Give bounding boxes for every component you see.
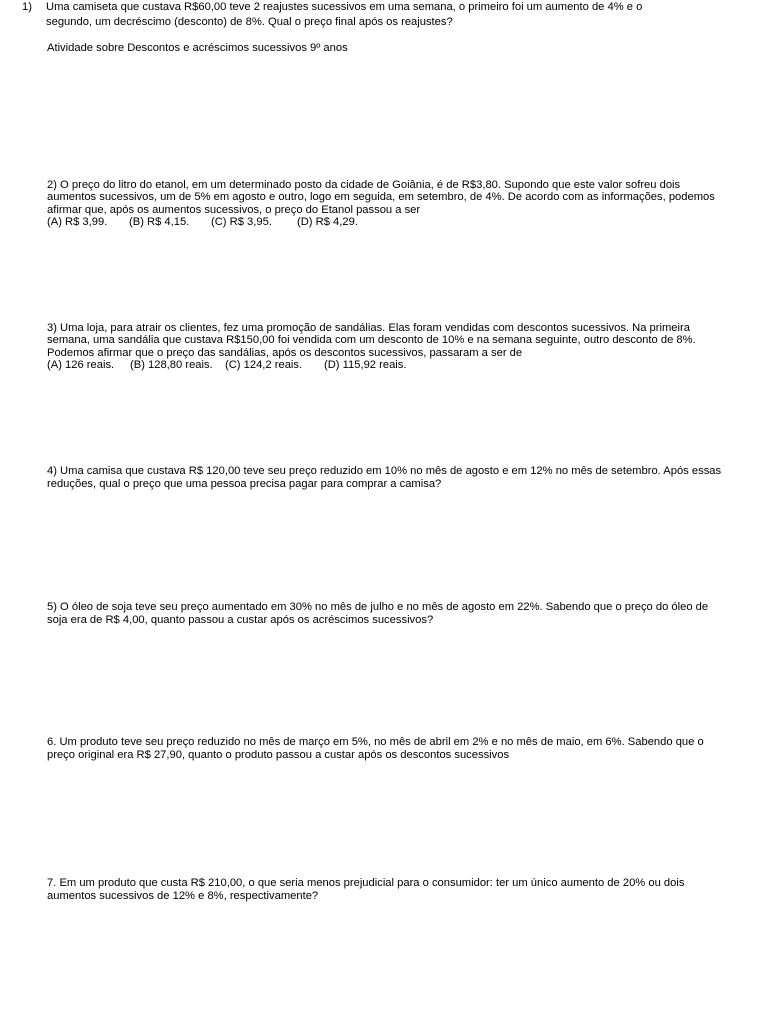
- choice-d: (D) R$ 4,29.: [297, 216, 358, 229]
- question-5-text: 5) O óleo de soja teve seu preço aumentado em 30% no mês de julho e no mês de agosto em 22%. Sabendo que o preço do óleo de soja era de R$ 4,00, quanto passou a custar após os acréscimos sucessivos?: [47, 601, 709, 626]
- question-2-text: 2) O preço do litro do etanol, em um determinado posto da cidade de Goiânia, é de R$3,80. Supondo que este valor sofreu dois aumentos sucessivos, um de 5% em agosto e outro, logo em seguida, em setembro, de 4%. De acordo com as informações, podemos afirmar que, após os aumentos sucessivos, o preço do Etanol passou a ser: [47, 179, 715, 216]
- choice-a: (A) 126 reais.: [47, 359, 115, 372]
- choice-c: (C) R$ 3,95.: [211, 216, 272, 229]
- question-1-text: Uma camiseta que custava R$60,00 teve 2 reajustes sucessivos em uma semana, o primeiro foi um aumento de 4% e o segundo, um decréscimo (desconto) de 8%. Qual o preço final após os reajustes?: [46, 1, 643, 28]
- question-3: [47, 322, 727, 372]
- question-1-number: 1): [22, 1, 32, 13]
- question-1: [0, 0, 680, 30]
- question-7: [47, 877, 727, 903]
- question-3-text: 3) Uma loja, para atrair os clientes, fez uma promoção de sandálias. Elas foram vendidas com descontos sucessivos. Na primeira semana, uma sandália que custava R$150,00 foi vendida com um desconto de 10% e na semana seguinte, outro desconto de 8%. Podemos afirmar que o preço das sandálias, após os descontos sucessivos, passaram a ser de: [47, 322, 696, 359]
- choice-a: (A) R$ 3,99.: [47, 216, 108, 229]
- question-7-text: 7. Em um produto que custa R$ 210,00, o que seria menos prejudicial para o consumidor: ter um único aumento de 20% ou dois aumentos sucessivos de 12% e 8%, respectivamente?: [47, 877, 685, 902]
- question-2-choices: [47, 216, 727, 228]
- question-6-text: 6. Um produto teve seu preço reduzido no mês de março em 5%, no mês de abril em 2% e no mês de maio, em 6%. Sabendo que o preço original era R$ 27,90, quanto o produto passou a custar após os descontos sucessivos: [47, 736, 704, 761]
- choice-b: (B) 128,80 reais.: [130, 359, 213, 372]
- choice-b: (B) R$ 4,15.: [129, 216, 190, 229]
- question-6: [47, 736, 727, 762]
- choice-d: (D) 115,92 reais.: [324, 359, 407, 372]
- question-5: [47, 601, 727, 627]
- question-3-choices: [47, 359, 727, 371]
- question-4: [47, 465, 727, 491]
- choice-c: (C) 124,2 reais.: [225, 359, 303, 372]
- question-2: [47, 179, 727, 229]
- question-4-text: 4) Uma camisa que custava R$ 120,00 teve seu preço reduzido em 10% no mês de agosto e em 12% no mês de setembro. Após essas reduções, qual o preço que uma pessoa precisa pagar para comprar a camisa?: [47, 465, 722, 490]
- document-title: Atividade sobre Descontos e acréscimos sucessivos 9º anos: [47, 42, 348, 54]
